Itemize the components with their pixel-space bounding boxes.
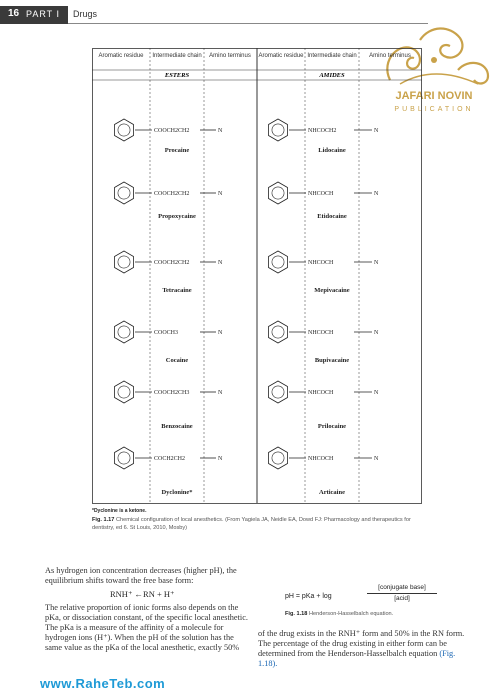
ester-ring-1-ring [118, 124, 130, 136]
col-header-2: Intermediate chain [152, 53, 202, 59]
ester-amine-4: N [218, 330, 223, 336]
amide-ring-5 [269, 381, 288, 403]
col-header-4: Aromatic residue [258, 53, 304, 59]
paragraph-3-text: of the drug exists in the RNH⁺ form and 50% in the RN form. The percentage of the drug existing in either form can be determined from the Henderson-Hasselbalch equation [258, 629, 465, 658]
background-watermark [120, 623, 122, 634]
ester-chain-3: COOCH2CH2 [154, 260, 190, 266]
amide-amine-3: N [374, 260, 379, 266]
col-header-6: Amino terminus [369, 53, 411, 59]
ester-name-3: Tetracaine [162, 287, 192, 294]
fig-1-18-link[interactable]: (Fig. 1.18). [258, 649, 456, 668]
ester-chain-5: COOCH2CH3 [154, 390, 190, 396]
amide-chain-3: NHCOCH [308, 260, 334, 266]
amide-ring-5-ring [272, 386, 284, 398]
chemical-structures-diagram [92, 48, 422, 508]
amide-ring-6 [269, 447, 288, 469]
ester-name-5: Benzocaine [161, 423, 193, 430]
ester-ring-1 [115, 119, 134, 141]
ester-ring-3-ring [118, 256, 130, 268]
amide-ring-3 [269, 251, 288, 273]
page-number: 16 [8, 8, 20, 19]
ester-chain-1: COOCH2CH2 [154, 128, 190, 134]
henderson-hasselbalch-equation [285, 584, 426, 602]
ester-amine-5: N [218, 390, 223, 396]
group-esters: ESTERS [164, 72, 190, 79]
amide-amine-2: N [374, 191, 379, 197]
logo-brand: JAFARI NOVIN [395, 90, 473, 102]
caption-text: Chemical configuration of local anesthetics. (From Yagiela JA, Neidle EA, Dowd FJ: Pharmacology and therapeutics for dentistry, ed 6. St Louis, 2010, Mosby) [92, 517, 411, 531]
ester-ring-6-ring [118, 452, 130, 464]
amide-name-1: Lidocaine [318, 147, 346, 154]
amides-column [269, 119, 380, 496]
ester-name-4: Cocaine [165, 357, 189, 364]
ester-name-6: Dyclonine* [161, 489, 193, 496]
ester-ring-6 [115, 447, 134, 469]
figure-local-anesthetics [92, 48, 422, 508]
hh-left: pH = pKa + log [285, 593, 332, 600]
part-label: PART I [26, 9, 61, 19]
hh-fraction-line [367, 593, 437, 594]
amide-ring-3-ring [272, 256, 284, 268]
amide-ring-4 [269, 321, 288, 343]
amide-ring-1-ring [272, 124, 284, 136]
col-header-3: Amino terminus [209, 53, 251, 59]
amide-amine-6: N [374, 456, 379, 462]
figure-footnote: *Dyclonine is a ketone. [92, 508, 147, 514]
amide-ring-6-ring [272, 452, 284, 464]
ester-chain-6: COCH2CH2 [154, 456, 186, 462]
amide-amine-1: N [374, 128, 379, 134]
ester-ring-4-ring [118, 326, 130, 338]
hh-caption-text: Henderson-Hasselbalch equation. [308, 611, 394, 617]
amide-name-5: Prilocaine [317, 423, 347, 430]
equilibrium-equation: RNH⁺ ←RN + H⁺ [110, 589, 175, 599]
hh-denominator: [acid] [394, 595, 410, 602]
amide-name-3: Mepivacaine [314, 287, 350, 294]
ester-amine-1: N [218, 128, 223, 134]
col-header-5: Intermediate chain [307, 53, 357, 59]
amide-chain-5: NHCOCH [308, 390, 334, 396]
amide-name-6: Articaine [319, 489, 345, 496]
caption-label: Fig. 1.17 [92, 517, 115, 523]
amide-ring-2 [269, 182, 288, 204]
amide-amine-4: N [374, 330, 379, 336]
ester-ring-5-ring [118, 386, 130, 398]
ester-ring-5 [115, 381, 134, 403]
amide-ring-2-ring [272, 187, 284, 199]
amide-chain-1: NHCOCH2 [308, 128, 337, 134]
amide-chain-2: NHCOCH [308, 191, 334, 197]
ester-chain-4: COOCH3 [154, 330, 179, 336]
ester-chain-2: COOCH2CH2 [154, 191, 190, 197]
amide-chain-4: NHCOCH [308, 330, 334, 336]
group-amides: AMIDES [319, 72, 345, 79]
hh-caption [285, 611, 393, 617]
paragraph-1: As hydrogen ion concentration decreases (higher pH), the equilibrium shifts toward the free base form: [45, 566, 237, 585]
amide-amine-5: N [374, 390, 379, 396]
esters-column [115, 119, 224, 496]
ester-ring-2-ring [118, 187, 130, 199]
amide-name-4: Bupivacaine [314, 357, 350, 364]
ester-amine-2: N [218, 191, 223, 197]
col-header-1: Aromatic residue [98, 53, 144, 59]
ester-name-1: Procaine [164, 147, 190, 154]
ester-ring-4 [115, 321, 134, 343]
ester-ring-3 [115, 251, 134, 273]
figure-caption [92, 516, 422, 532]
ester-ring-2 [115, 182, 134, 204]
amide-ring-1 [269, 119, 288, 141]
logo-subtitle: PUBLICATION [394, 106, 474, 113]
amide-name-2: Etidocaine [317, 213, 347, 220]
site-watermark: www.RaheTeb.com [40, 676, 166, 691]
section-title: Drugs [73, 9, 98, 19]
ester-amine-6: N [218, 456, 223, 462]
amide-ring-4-ring [272, 326, 284, 338]
hh-numerator: [conjugate base] [378, 584, 426, 591]
ester-amine-3: N [218, 260, 223, 266]
ester-name-2: Propoxycaine [158, 213, 196, 220]
amide-chain-6: NHCOCH [308, 456, 334, 462]
paragraph-2: The relative proportion of ionic forms also depends on the pKa, or dissociation constant, of the specific local anesthetic. The pKa is a measure of the affinity of a molecule for hydrogen ions (H⁺). When the pH of the solution has the same value as the pKa of the local anesthetic, exactly 50% [45, 603, 248, 652]
paragraph-3 [258, 629, 468, 669]
hh-caption-label: Fig. 1.18 [285, 611, 308, 617]
